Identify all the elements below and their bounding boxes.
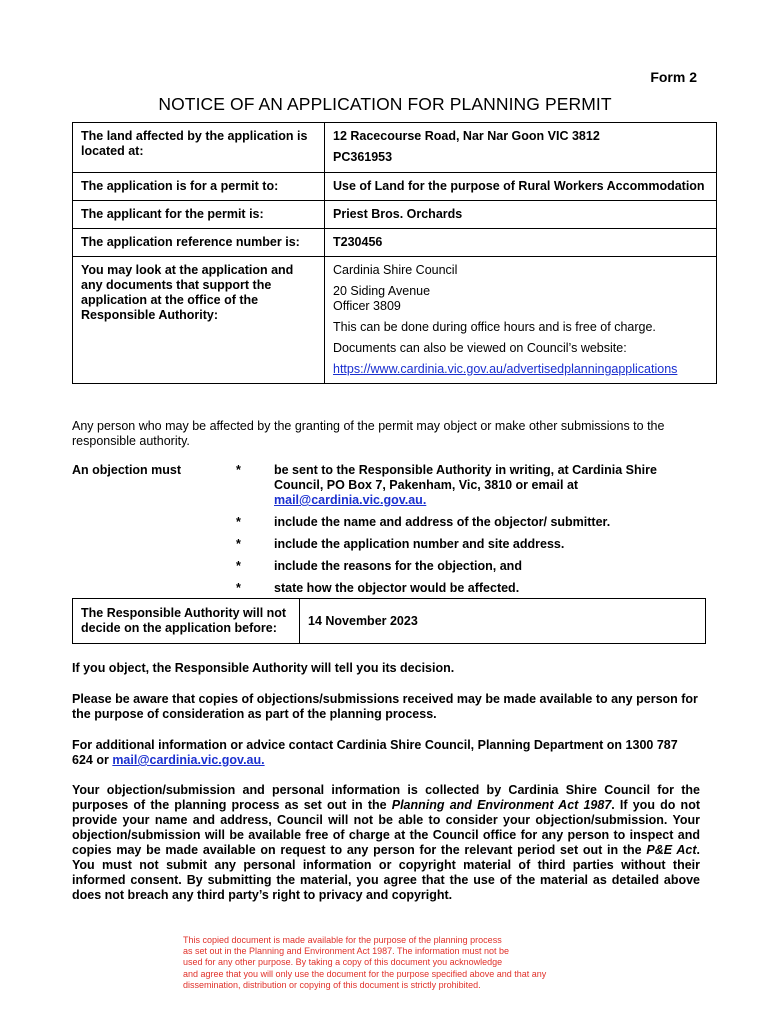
requirement-application-number: include the application number and site address. [274, 537, 565, 551]
requirement-affected: state how the objector would be affected. [274, 581, 520, 595]
list-item [236, 463, 706, 508]
inspection-value [325, 257, 717, 384]
land-address: 12 Racecourse Road, Nar Nar Goon VIC 3812 [333, 129, 600, 143]
requirement-reasons: include the reasons for the objection, and [274, 559, 522, 573]
table-row [73, 599, 706, 644]
list-item [236, 581, 706, 596]
page-title: NOTICE OF AN APPLICATION FOR PLANNING PERMIT [158, 94, 612, 114]
copy-disclaimer [183, 935, 603, 991]
disclaimer-line: This copied document is made available for the purpose of the planning process [183, 935, 502, 945]
reference-label: The application reference number is: [73, 229, 325, 257]
table-row [73, 257, 717, 384]
table-row [73, 201, 717, 229]
bullet-mark: * [236, 463, 241, 477]
contact-info [72, 738, 700, 768]
council-name: Cardinia Shire Council [333, 263, 458, 277]
copies-notice: Please be aware that copies of objections/submissions received may be made available to any person for the purpose of consideration as part of the planning process. [72, 692, 698, 721]
disclaimer-line: and agree that you will only use the document for the purpose specified above and that any [183, 968, 547, 979]
privacy-part2: . If you do not provide your name and address, Council will not be able to consider your objection/submission. Your objection/submission will be available free of charge at the Council office for any person to inspect and copies may be made available on request to any person for the relevant period set out in the [72, 798, 700, 857]
disclaimer-line: used for any other purpose. By taking a copy of this document you acknowledge [183, 957, 503, 968]
list-item [236, 515, 706, 530]
decision-date-table [72, 598, 706, 644]
bullet-mark: * [236, 515, 241, 529]
email-link[interactable]: mail@cardinia.vic.gov.au. [274, 493, 427, 507]
requirement-send: be sent to the Responsible Authority in writing, at Cardinia Shire Council, PO Box 7, Pakenham, Vic, 3810 or email at [274, 463, 657, 492]
applicant-label: The applicant for the permit is: [73, 201, 325, 229]
land-plan-number: PC361953 [333, 150, 393, 164]
table-row [73, 229, 717, 257]
objection-intro: Any person who may be affected by the granting of the permit may object or make other submissions to the responsible authority. [72, 419, 665, 448]
table-row [73, 123, 717, 173]
contact-text: For additional information or advice contact Cardinia Shire Council, Planning Department on 1300 787 624 or [72, 738, 678, 767]
applicant-value: Priest Bros. Orchards [325, 201, 717, 229]
bullet-mark: * [236, 559, 241, 573]
reference-value: T230456 [325, 229, 717, 257]
list-item [236, 537, 706, 552]
website-note: Documents can also be viewed on Council’s website: [333, 341, 627, 355]
privacy-part3: . You must not submit any personal information or copyright material of third parties without their informed consent. By submitting the material, you agree that the use of the material as detailed above does not breach any third party’s right to privacy and copyright. [72, 843, 700, 902]
land-value [325, 123, 717, 173]
disclaimer-line: as set out in the Planning and Environment Act 1987. The information must not be [183, 946, 510, 957]
website-link[interactable]: https://www.cardinia.vic.gov.au/advertisedplanningapplications [333, 362, 678, 376]
application-details-table [72, 122, 717, 384]
requirement-name-address: include the name and address of the objector/ submitter. [274, 515, 611, 529]
objection-requirements-list [236, 463, 706, 603]
land-label: The land affected by the application is located at: [73, 123, 325, 173]
list-item [236, 559, 706, 574]
purpose-value: Use of Land for the purpose of Rural Workers Accommodation [325, 173, 717, 201]
table-row [73, 173, 717, 201]
objection-label: An objection must [72, 463, 182, 477]
act-name: Planning and Environment Act 1987 [391, 798, 612, 812]
decision-label: The Responsible Authority will not decide on the application before: [73, 599, 300, 644]
contact-email-link[interactable]: mail@cardinia.vic.gov.au. [112, 753, 265, 767]
council-address-line1: 20 Siding Avenue [333, 284, 431, 298]
form-number: Form 2 [650, 69, 697, 85]
council-address-line2: Officer 3809 [333, 299, 401, 313]
privacy-statement [72, 783, 700, 903]
office-hours-note: This can be done during office hours and is free of charge. [333, 320, 656, 334]
bullet-mark: * [236, 581, 241, 595]
bullet-mark: * [236, 537, 241, 551]
disclaimer-line: dissemination, distribution or copying of this document is strictly prohibited. [183, 979, 481, 990]
act-abbrev: P&E Act [646, 843, 697, 857]
privacy-part1: Your objection/submission and personal information is collected by Cardinia Shire Council for the purposes of the planning process as set out in the [72, 783, 700, 812]
inspection-label: You may look at the application and any documents that support the application at the office of the Responsible Authority: [73, 257, 325, 384]
purpose-label: The application is for a permit to: [73, 173, 325, 201]
decision-notice: If you object, the Responsible Authority will tell you its decision. [72, 661, 455, 675]
decision-date: 14 November 2023 [300, 599, 706, 644]
